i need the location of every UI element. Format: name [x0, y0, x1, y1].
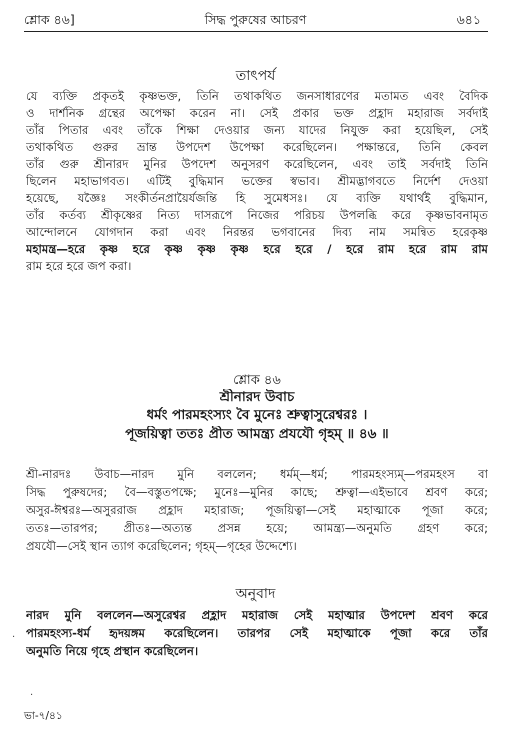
footer-signature: ভা-৭/৪১ [24, 710, 63, 722]
purport-line: তথাকথিত গুরুর ভ্রান্ত উপদেশ উপেক্ষা করেছিলেন। পক্ষান্তরে, তিনি কেবল [26, 140, 488, 154]
purport-line: যে ব্যক্তি প্রকৃতই কৃষ্ণভক্ত, তিনি তথাকথিত জনসাধারণের মতামত এবং বৈদিক [26, 89, 488, 103]
purport-line: মহামন্ত্র—হরে কৃষ্ণ হরে কৃষ্ণ কৃষ্ণ কৃষ্ণ হরে হরে / হরে রাম হরে রাম রাম [26, 242, 488, 256]
purport-line: হয়েছে, যজ্ঞৈঃ সংকীর্তনপ্রায়ৈর্যজন্তি হি সুমেধসঃ। যে ব্যক্তি যথার্থই বুদ্ধিমান, [26, 191, 488, 205]
translation-line-last: অনুমতি নিয়ে গৃহে প্রস্থান করেছিলেন। [26, 644, 199, 658]
verse-line-2: পূজয়িত্বা ততঃ প্রীত আমন্ত্র্য প্রযযৌ গৃহম্ ॥ ৪৬ ॥ [125, 426, 389, 442]
purport-line-last: রাম হরে হরে জপ করা। [26, 259, 132, 273]
purport-line: তাঁর কর্তব্য শ্রীকৃষ্ণের নিত্য দাসরূপে নিজের পরিচয় উপলব্ধি করে কৃষ্ণভাবনামৃত [26, 208, 488, 222]
print-speck: · [12, 632, 16, 643]
page-number: ৬৪১ [456, 12, 481, 27]
translation-line: নারদ মুনি বললেন—অসুরেশ্বর প্রহ্লাদ মহারাজ সেই মহাত্মার উপদেশ শ্রবণ করে [26, 608, 488, 622]
print-speck: · [30, 690, 34, 701]
purport-line: ও দার্শনিক গ্রন্থের অপেক্ষা করেন না। সেই প্রকার ভক্ত প্রহ্লাদ মহারাজ সর্বদাই [26, 106, 488, 120]
translation-title: অনুবাদ [235, 586, 276, 602]
verse-number: শ্লোক ৪৬ [233, 373, 281, 388]
purport-line: তাঁর গুরু শ্রীনারদ মুনির উপদেশ অনুসরণ করেছিলেন, এবং তাই সর্বদাই তিনি [26, 157, 488, 171]
translation-line: পারমহংস্য-ধর্ম হৃদয়ঙ্গম করেছিলেন। তারপর সেই মহাত্মাকে পূজা করে তাঁর [26, 626, 488, 640]
header-verse-ref: শ্লোক ৪৬] [24, 12, 75, 27]
verse-speaker: শ্রীনারদ উবাচ [219, 389, 295, 405]
synonyms-line: অসুর-ঈশ্বরঃ—অসুররাজ প্রহ্লাদ মহারাজ; পূজয়িত্বা—সেই মহাত্মাকে পূজা করে; [26, 503, 488, 517]
purport-line: ছিলেন মহাভাগবত। এটিই বুদ্ধিমান ভক্তের স্বভাব। শ্রীমদ্ভাগবতে নির্দেশ দেওয়া [26, 174, 488, 188]
header-chapter-title: সিদ্ধ পুরুষের আচরণ [204, 12, 307, 27]
purport-line: তাঁর পিতার এবং তাঁকে শিক্ষা দেওয়ার জন্য যাদের নিযুক্ত করা হয়েছিল, সেই [26, 123, 488, 137]
synonyms-line: সিদ্ধ পুরুষদের; বৈ—বস্তুতপক্ষে; মুনেঃ—মুনির কাছে; শ্রুত্বা—এইভাবে শ্রবণ করে; [26, 485, 488, 499]
verse-line-1: ধর্মং পারমহংস্যং বৈ মুনেঃ শ্রুত্বাসুরেশ্বরঃ । [146, 407, 368, 423]
header-rule [24, 31, 488, 32]
synonyms-line: ততঃ—তারপর; প্রীতঃ—অত্যন্ত প্রসন্ন হয়ে; আমন্ত্র্য—অনুমতি গ্রহণ করে; [26, 521, 488, 535]
purport-title: তাৎপর্য [235, 68, 276, 84]
synonyms-line: শ্রী-নারদঃ উবাচ—নারদ মুনি বললেন; ধর্মম্—ধর্ম; পারমহংস্যম্—পরমহংস বা [26, 467, 488, 481]
purport-line: আন্দোলনে যোগদান করা এবং নিরন্তর ভগবানের দিব্য নাম সমন্বিত হরেকৃষ্ণ [26, 225, 488, 239]
synonyms-line-last: প্রযযৌ—সেই স্থান ত্যাগ করেছিলেন; গৃহম্—গৃহের উদ্দেশ্যে। [26, 539, 297, 553]
